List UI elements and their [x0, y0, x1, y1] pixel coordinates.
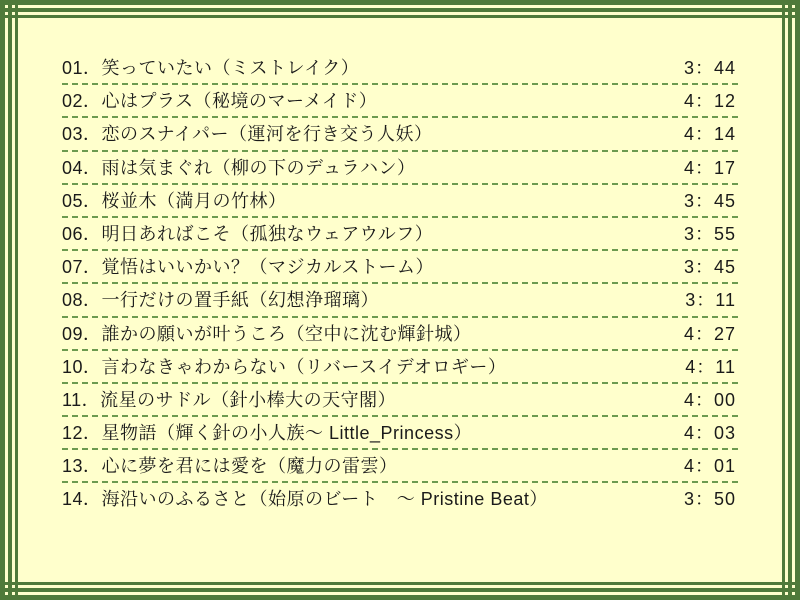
track-row	[62, 284, 738, 317]
track-row	[62, 85, 738, 118]
track-title: 10．言わなきゃわからない（リバースイデオロギー）	[62, 356, 507, 377]
frame-border-right	[782, 0, 785, 600]
track-row	[62, 152, 738, 185]
track-row	[62, 483, 738, 516]
track-duration: 3：55	[683, 223, 736, 244]
track-title: 09．誰かの願いが叶うころ（空中に沈む輝針城）	[62, 323, 472, 344]
track-row	[62, 351, 738, 384]
track-row	[62, 417, 738, 450]
frame-border-right	[795, 0, 800, 600]
track-duration: 3：11	[685, 290, 736, 311]
frame-border-left	[15, 0, 18, 600]
track-duration: 4：14	[683, 124, 736, 145]
track-row	[62, 251, 738, 284]
track-title: 05．桜並木（満月の竹林）	[62, 190, 287, 211]
frame-border-top	[0, 0, 800, 5]
frame-border-left	[0, 0, 5, 600]
track-duration: 3：44	[683, 58, 736, 78]
track-duration: 3：50	[683, 489, 736, 510]
frame-border-left	[8, 0, 12, 600]
track-title: 14．海沿いのふるさと（始原のビート 〜 Pristine Beat）	[62, 489, 548, 510]
track-row	[62, 384, 738, 417]
track-title: 02．心はプラス（秘境のマーメイド）	[62, 91, 378, 112]
frame-border-top	[0, 15, 800, 18]
frame-border-bottom	[0, 582, 800, 585]
frame-border-top	[0, 8, 800, 12]
tracklist	[62, 52, 738, 552]
track-title: 07．覚悟はいいかい？（マジカルストーム）	[62, 257, 434, 278]
track-title: 04．雨は気まぐれ（柳の下のデュラハン）	[62, 157, 416, 178]
track-row	[62, 218, 738, 251]
track-title: 06．明日あればこそ（孤独なウェアウルフ）	[62, 223, 434, 244]
track-title: 01．笑っていたい（ミストレイク）	[62, 58, 360, 78]
track-duration: 4：12	[683, 91, 736, 112]
track-row	[62, 185, 738, 218]
track-title: 12．星物語（輝く針の小人族〜 Little_Princess）	[62, 423, 473, 444]
track-duration: 4：03	[683, 423, 736, 444]
track-duration: 3：45	[683, 190, 736, 211]
track-row	[62, 318, 738, 351]
track-duration: 4：00	[683, 389, 736, 410]
track-row	[62, 52, 738, 85]
track-title: 13．心に夢を君には愛を（魔力の雷雲）	[62, 456, 398, 477]
track-title: 03．恋のスナイパー（運河を行き交う人妖）	[62, 124, 433, 145]
frame-border-bottom	[0, 595, 800, 600]
frame-border-bottom	[0, 588, 800, 592]
track-duration: 4：17	[683, 157, 736, 178]
track-duration: 4：01	[683, 456, 736, 477]
track-title: 08．一行だけの置手紙（幻想浄瑠璃）	[62, 290, 380, 311]
track-row	[62, 118, 738, 151]
frame-border-right	[788, 0, 792, 600]
track-row	[62, 450, 738, 483]
track-duration: 4：27	[683, 323, 736, 344]
track-duration: 3：45	[683, 257, 736, 278]
track-title: 11．流星のサドル（針小棒大の天守閣）	[62, 389, 397, 410]
track-duration: 4：11	[685, 356, 736, 377]
